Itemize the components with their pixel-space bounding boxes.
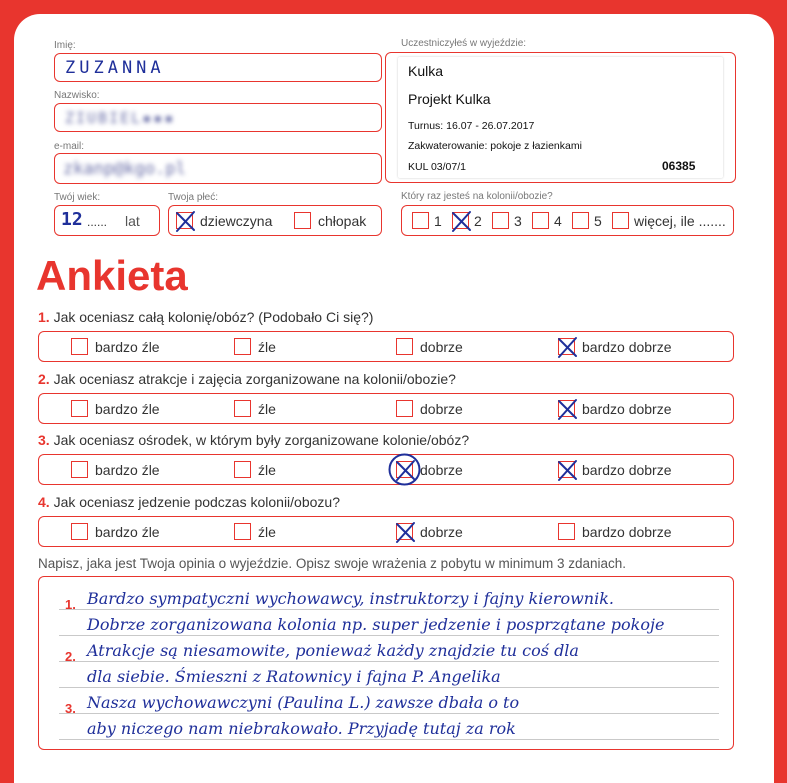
- checkbox-q2-opt3[interactable]: [396, 400, 413, 417]
- option-label: bardzo dobrze: [582, 339, 672, 355]
- checkbox-times-2[interactable]: [452, 212, 469, 229]
- email-value: zkanp@kgo.pl: [63, 159, 186, 179]
- uczestniczyles-label: Uczestniczyłeś w wyjeździe:: [401, 38, 527, 49]
- trip-code: KUL 03/07/1: [408, 161, 466, 173]
- checkbox-q2-opt4[interactable]: [558, 400, 575, 417]
- checkbox-times-4[interactable]: [532, 212, 549, 229]
- trip-project: Projekt Kulka: [408, 91, 491, 107]
- comment-rule: [59, 739, 719, 740]
- x-mark-icon: [450, 210, 473, 233]
- checkbox-q3-opt1[interactable]: [71, 461, 88, 478]
- checkbox-q3-opt4[interactable]: [558, 461, 575, 478]
- wiek-value: 12: [61, 209, 83, 230]
- question-4: [38, 494, 340, 510]
- trip-turnus: Turnus: 16.07 - 26.07.2017: [408, 120, 535, 132]
- nazwisko-label: Nazwisko:: [54, 90, 100, 101]
- comment-prompt: Napisz, jaka jest Twoja opinia o wyjeździe. Opisz swoje wrażenia z pobytu w minimum 3 zdaniach.: [38, 556, 627, 571]
- checkbox-q4-opt2[interactable]: [234, 523, 251, 540]
- wiek-dots: ......: [87, 215, 108, 229]
- trip-label-sticker: [398, 57, 723, 178]
- checkbox-q1-opt2[interactable]: [234, 338, 251, 355]
- option-label: bardzo źle: [95, 524, 160, 540]
- checkbox-q3-opt2[interactable]: [234, 461, 251, 478]
- option-label: bardzo źle: [95, 401, 160, 417]
- checkbox-times-5[interactable]: [572, 212, 589, 229]
- plec-label: Twoja płeć:: [168, 192, 219, 203]
- survey-title: Ankieta: [36, 252, 188, 299]
- comment-line-5: Nasza wychowawczyni (Paulina L.) zawsze dbała o to: [87, 693, 520, 712]
- trip-zakwaterowanie: Zakwaterowanie: pokoje z łazienkami: [408, 140, 582, 152]
- comment-rule: [59, 687, 719, 688]
- comment-rule: [59, 713, 719, 714]
- x-mark-icon: [174, 210, 197, 233]
- wiek-field[interactable]: [54, 205, 160, 236]
- nazwisko-value: ZIUBIEL▪▪▪: [65, 109, 176, 127]
- comment-box[interactable]: [38, 576, 734, 750]
- question-2-text: Jak oceniasz atrakcje i zajęcia zorganizowane na kolonii/obozie?: [53, 371, 456, 387]
- checkbox-q2-opt2[interactable]: [234, 400, 251, 417]
- question-1-text: Jak oceniasz całą kolonię/obóz? (Podobało Ci się?): [53, 309, 374, 325]
- checkbox-times-more[interactable]: [612, 212, 629, 229]
- question-4-text: Jak oceniasz jedzenie podczas kolonii/obozu?: [53, 494, 340, 510]
- question-2: [38, 371, 456, 387]
- checkbox-q4-opt3[interactable]: [396, 523, 413, 540]
- checkbox-q1-opt3[interactable]: [396, 338, 413, 355]
- option-label: bardzo dobrze: [582, 524, 672, 540]
- comment-line-1: Bardzo sympatyczni wychowawcy, instruktorzy i fajny kierownik.: [87, 589, 615, 608]
- ktory-raz-label: Który raz jesteś na kolonii/obozie?: [401, 191, 553, 202]
- checkbox-dziewczyna[interactable]: [176, 212, 193, 229]
- x-mark-icon: [556, 336, 579, 359]
- checkbox-chlopak[interactable]: [294, 212, 311, 229]
- checkbox-q3-opt3[interactable]: [396, 461, 413, 478]
- option-chlopak: chłopak: [318, 213, 367, 229]
- answer-row-4: [38, 516, 734, 547]
- trip-number: 06385: [662, 159, 696, 173]
- option-label: dobrze: [420, 339, 463, 355]
- option-times-3: 3: [514, 213, 522, 229]
- option-label: dobrze: [420, 524, 463, 540]
- option-label: dobrze: [420, 401, 463, 417]
- plec-field: [168, 205, 382, 236]
- option-times-1: 1: [434, 213, 442, 229]
- checkbox-q2-opt1[interactable]: [71, 400, 88, 417]
- checkbox-q4-opt1[interactable]: [71, 523, 88, 540]
- comment-rule: [59, 635, 719, 636]
- wiek-unit: lat: [125, 213, 140, 229]
- checkbox-q1-opt1[interactable]: [71, 338, 88, 355]
- comment-line-4: dla siebie. Śmieszni z Ratownicy i fajna P. Angelika: [87, 667, 501, 686]
- comment-num-1: 1.: [65, 597, 76, 612]
- x-mark-icon: [394, 521, 417, 544]
- option-label: bardzo dobrze: [582, 462, 672, 478]
- comment-line-6: aby niczego nam niebrakowało. Przyjadę tutaj za rok: [87, 719, 516, 738]
- checkbox-q4-opt4[interactable]: [558, 523, 575, 540]
- imie-field[interactable]: [54, 53, 382, 82]
- option-label: źle: [258, 462, 276, 478]
- question-3-text: Jak oceniasz ośrodek, w którym były zorganizowane kolonie/obóz?: [53, 432, 470, 448]
- comment-num-2: 2.: [65, 649, 76, 664]
- answer-row-2: [38, 393, 734, 424]
- checkbox-times-3[interactable]: [492, 212, 509, 229]
- comment-rule: [59, 661, 719, 662]
- option-label: źle: [258, 339, 276, 355]
- wiek-label: Twój wiek:: [54, 192, 101, 203]
- email-field[interactable]: [54, 153, 382, 184]
- answer-row-1: [38, 331, 734, 362]
- comment-num-3: 3.: [65, 701, 76, 716]
- email-label: e-mail:: [54, 141, 85, 152]
- checkbox-q1-opt4[interactable]: [558, 338, 575, 355]
- ktory-raz-field: [401, 205, 734, 236]
- x-mark-icon: [556, 398, 579, 421]
- trip-name: Kulka: [408, 63, 444, 79]
- option-times-2: 2: [474, 213, 482, 229]
- option-label: bardzo źle: [95, 339, 160, 355]
- option-label: dobrze: [420, 462, 463, 478]
- option-times-4: 4: [554, 213, 562, 229]
- question-1: [38, 309, 373, 325]
- comment-line-2: Dobrze zorganizowana kolonia np. super jedzenie i posprzątane pokoje: [87, 615, 665, 634]
- option-label: źle: [258, 401, 276, 417]
- nazwisko-field[interactable]: [54, 103, 382, 132]
- question-1-num: 1.: [38, 309, 50, 325]
- question-3: [38, 432, 469, 448]
- question-3-num: 3.: [38, 432, 50, 448]
- answer-row-3: [38, 454, 734, 485]
- option-dziewczyna: dziewczyna: [200, 213, 273, 229]
- option-label: bardzo dobrze: [582, 401, 672, 417]
- circle-mark-icon: [387, 452, 422, 487]
- imie-label: Imię:: [54, 40, 76, 51]
- question-2-num: 2.: [38, 371, 50, 387]
- option-label: bardzo źle: [95, 462, 160, 478]
- comment-rule: [59, 609, 719, 610]
- imie-value: ZUZANNA: [65, 58, 165, 78]
- trip-box: [385, 52, 736, 183]
- option-times-5: 5: [594, 213, 602, 229]
- option-times-more: więcej, ile .......: [634, 213, 726, 229]
- comment-line-3: Atrakcje są niesamowite, ponieważ każdy znajdzie tu coś dla: [87, 641, 579, 660]
- option-label: źle: [258, 524, 276, 540]
- checkbox-times-1[interactable]: [412, 212, 429, 229]
- x-mark-icon: [556, 459, 579, 482]
- question-4-num: 4.: [38, 494, 50, 510]
